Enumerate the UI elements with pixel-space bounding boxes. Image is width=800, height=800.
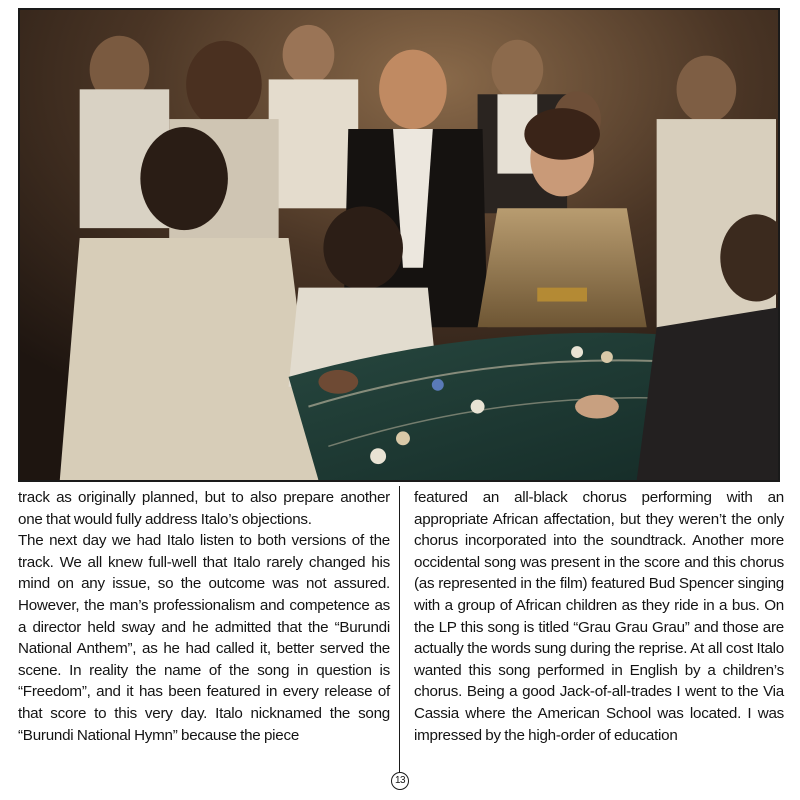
left-paragraph-1: track as originally planned, but to also prepare another one that would fully address Italo’s objections. xyxy=(18,489,390,528)
page-number: 13 xyxy=(391,772,409,790)
casino-scene-illustration xyxy=(20,10,778,480)
right-paragraph-1: featured an all-black chorus performing with an appropriate African affectation, but they weren’t the only chorus incorporated into the soundtrack. Another more occidental song was present in the score and this chorus (as represented in the film) featured Bud Spencer singing with a group of African children as they ride in a bus. On the LP this song is titled “Grau Grau Grau” and those are actually the words sung during the reprise. At all cost Italo wanted this song performed in English by a children’s chorus. Being a good Jack-of-all-trades I went to the Via Cassia where the American School was located. I was impressed by the high-order of education xyxy=(414,489,784,744)
casino-photo xyxy=(18,8,780,482)
right-text-column xyxy=(414,487,784,746)
column-divider xyxy=(399,486,400,774)
left-text-column xyxy=(18,487,390,746)
left-paragraph-2: The next day we had Italo listen to both versions of the track. We all knew full-well that Italo rarely changed his mind on any issue, so the outcome was not assured. However, the man’s professionalism and competence as a director held sway and he admitted that the “Burundi National Anthem”, as he had called it, better served the scene. In reality the name of the song in question is “Freedom”, and it has been featured in every release of that score to this very day. Italo nicknamed the song “Burundi National Hymn” because the piece xyxy=(18,532,390,744)
